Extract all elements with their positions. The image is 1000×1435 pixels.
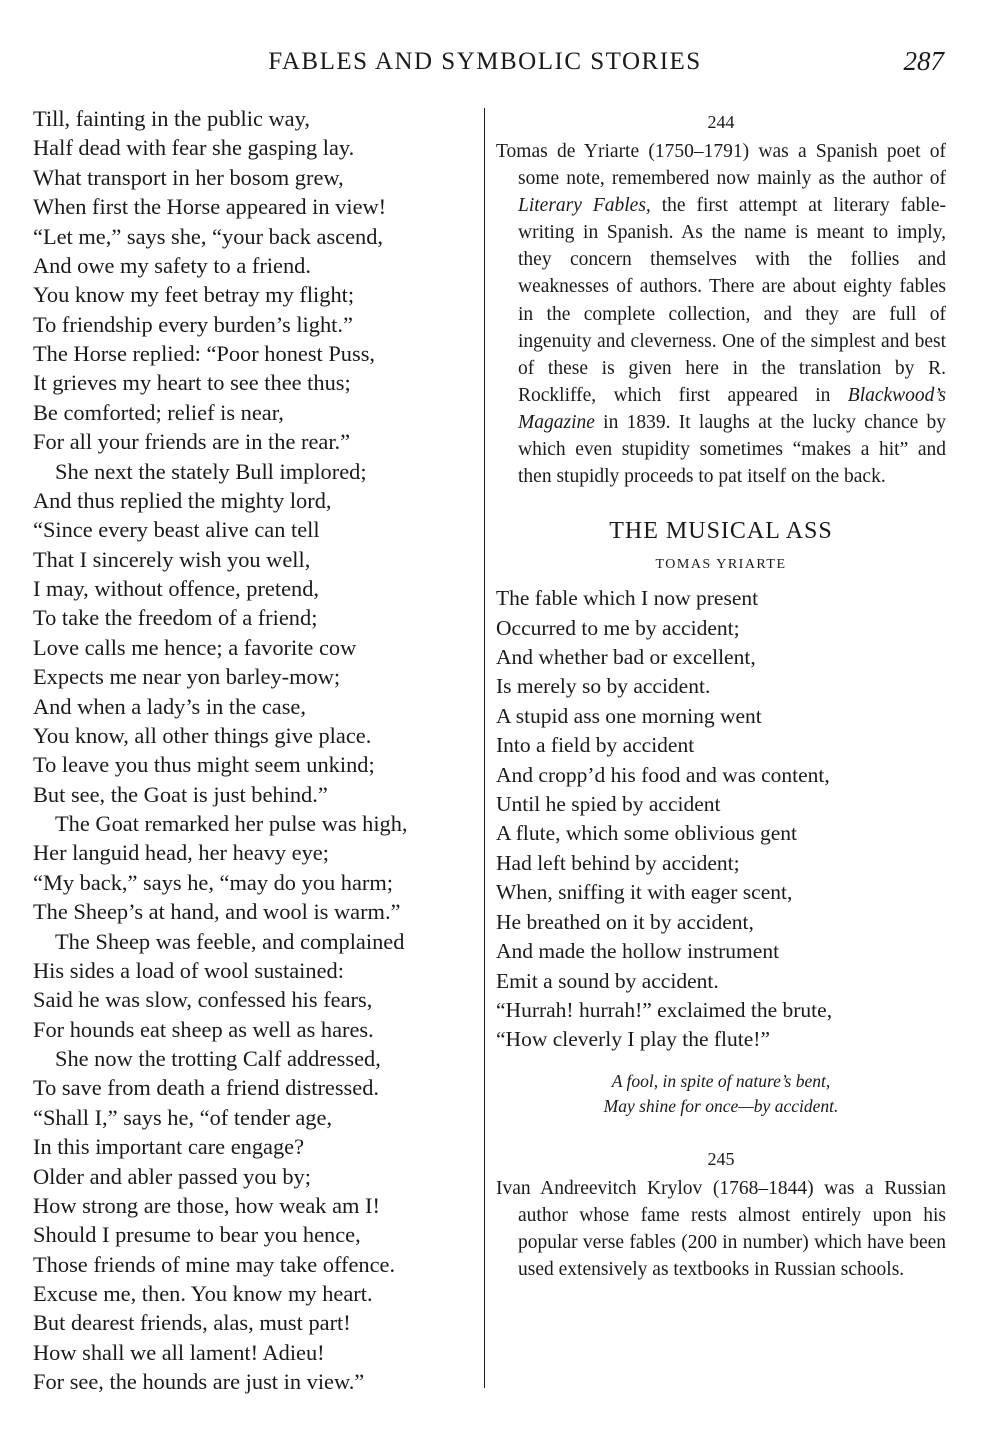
- verse-line: She now the trotting Calf addressed,: [55, 1046, 381, 1071]
- verse-line: Love calls me hence; a favorite cow: [33, 634, 357, 660]
- entry-note-245: Ivan Andreevitch Krylov (1768–1844) was a Russian author whose fame rests almost entirely upon his popular verse fables (200 in number) which have been used extensively as textbooks in Russian schools.: [496, 1177, 946, 1280]
- verse-line: His sides a load of wool sustained:: [33, 957, 344, 983]
- verse-line: And when a lady’s in the case,: [33, 693, 306, 719]
- verse-line: You know my feet betray my flight;: [33, 282, 355, 308]
- verse-line: I may, without offence, pretend,: [33, 576, 320, 601]
- verse-line: Should I presume to bear you hence,: [33, 1222, 361, 1248]
- page-header: [0, 48, 1000, 82]
- verse-line: And owe my safety to a friend.: [33, 252, 311, 278]
- verse-line: Be comforted; relief is near,: [33, 399, 284, 425]
- fable-verse-line: Occurred to me by accident;: [496, 615, 740, 640]
- verse-line: Till, fainting in the public way,: [33, 106, 310, 131]
- verse-line: The Sheep’s at hand, and wool is warm.”: [33, 899, 401, 925]
- fable-verse: [496, 584, 946, 1055]
- verse-line: “Shall I,” says he, “of tender age,: [33, 1104, 333, 1130]
- verse-line: It grieves my heart to see thee thus;: [33, 370, 351, 396]
- moral-line-1: A fool, in spite of nature’s bent,: [611, 1070, 831, 1091]
- fable-author: TOMAS YRIARTE: [655, 557, 787, 573]
- verse-line: Expects me near yon barley-mow;: [33, 664, 341, 690]
- verse-line: “Let me,” says she, “your back ascend,: [33, 223, 384, 249]
- verse-line: Her languid head, her heavy eye;: [33, 840, 329, 866]
- verse-line: For see, the hounds are just in view.”: [33, 1369, 365, 1395]
- verse-line: How strong are those, how weak am I!: [33, 1192, 380, 1218]
- verse-line: Half dead with fear she gasping lay.: [33, 135, 355, 161]
- fable-verse-line: “How cleverly I play the flute!”: [496, 1027, 770, 1052]
- fable-moral: [496, 1069, 946, 1119]
- verse-line: Older and abler passed you by;: [33, 1163, 311, 1189]
- entry-number-245: 245: [707, 1148, 735, 1169]
- verse-line: Excuse me, then. You know my heart.: [33, 1281, 373, 1306]
- verse-line: The Sheep was feeble, and complained: [55, 928, 405, 954]
- fable-verse-line: And whether bad or excellent,: [496, 645, 756, 670]
- verse-line: What transport in her bosom grew,: [33, 164, 344, 190]
- running-head: FABLES AND SYMBOLIC STORIES: [268, 48, 702, 75]
- verse-line: In this important care engage?: [33, 1134, 305, 1160]
- fable-verse-line: “Hurrah! hurrah!” exclaimed the brute,: [496, 997, 833, 1022]
- verse-line: To take the freedom of a friend;: [33, 605, 318, 631]
- verse-line: To save from death a friend distressed.: [33, 1075, 379, 1101]
- italic-title-literary-fables: Literary Fables,: [518, 195, 651, 217]
- fable-verse-line: Emit a sound by accident.: [496, 968, 719, 993]
- verse-line: And thus replied the mighty lord,: [33, 487, 332, 513]
- verse-line: She next the stately Bull implored;: [55, 458, 367, 484]
- verse-line: “My back,” says he, “may do you harm;: [33, 869, 394, 895]
- right-column: [496, 110, 946, 1283]
- italic-title-blackwoods: Blackwood’s Magazine: [518, 384, 946, 433]
- verse-line: For all your friends are in the rear.”: [33, 429, 351, 455]
- fable-verse-line: He breathed on it by accident,: [496, 909, 754, 934]
- column-divider: [484, 108, 485, 1388]
- verse-line: Said he was slow, confessed his fears,: [33, 987, 373, 1013]
- verse-line: The Horse replied: “Poor honest Puss,: [33, 341, 376, 366]
- fable-verse-line: Until he spied by accident: [496, 792, 721, 817]
- verse-line: But see, the Goat is just behind.”: [33, 781, 328, 807]
- fable-verse-line: A flute, which some oblivious gent: [496, 821, 797, 846]
- verse-line: Those friends of mine may take offence.: [33, 1251, 396, 1277]
- verse-line: That I sincerely wish you well,: [33, 546, 311, 572]
- fable-verse-line: A stupid ass one morning went: [496, 703, 762, 728]
- moral-line-2: May shine for once—by accident.: [603, 1095, 839, 1116]
- verse-line: When first the Horse appeared in view!: [33, 194, 387, 220]
- verse-line: For hounds eat sheep as well as hares.: [33, 1016, 374, 1042]
- fable-verse-line: Had left behind by accident;: [496, 850, 740, 875]
- fable-verse-line: When, sniffing it with eager scent,: [496, 880, 793, 905]
- verse-line: How shall we all lament! Adieu!: [33, 1339, 325, 1365]
- fable-verse-line: Into a field by accident: [496, 733, 695, 758]
- entry-number-244: 244: [707, 112, 735, 132]
- left-column-poem: [33, 104, 473, 1397]
- entry-note-244: Tomas de Yriarte (1750–1791) was a Spanish poet of some note, remembered now mainly as the author of Literary Fables, the first attempt at literary fable-writing in Spanish. As the name is meant to imply, they concern themselves with the follies and weaknesses of authors. There are about eighty fables in the complete collection, and they are full of ingenuity and cleverness. One of the simplest and best of these is given here in the translation by R. Rockliffe, which first appeared in Blackwood’s Magazine in 1839. It laughs at the lucky chance by which even stupidity sometimes “makes a hit” and then stupidly proceeds to pat itself on the back.: [496, 141, 946, 488]
- verse-line: You know, all other things give place.: [33, 722, 372, 748]
- verse-line: But dearest friends, alas, must part!: [33, 1310, 351, 1336]
- verse-line: The Goat remarked her pulse was high,: [55, 811, 408, 836]
- fable-verse-line: And made the hollow instrument: [496, 939, 780, 964]
- fable-verse-line: And cropp’d his food and was content,: [496, 762, 830, 787]
- verse-line: To leave you thus might seem unkind;: [33, 752, 375, 778]
- fable-verse-line: The fable which I now present: [496, 586, 759, 611]
- page-number: 287: [903, 46, 944, 76]
- fable-title: THE MUSICAL ASS: [609, 518, 833, 545]
- verse-line: To friendship every burden’s light.”: [33, 311, 353, 337]
- verse-line: “Since every beast alive can tell: [33, 517, 320, 543]
- fable-verse-line: Is merely so by accident.: [496, 674, 711, 699]
